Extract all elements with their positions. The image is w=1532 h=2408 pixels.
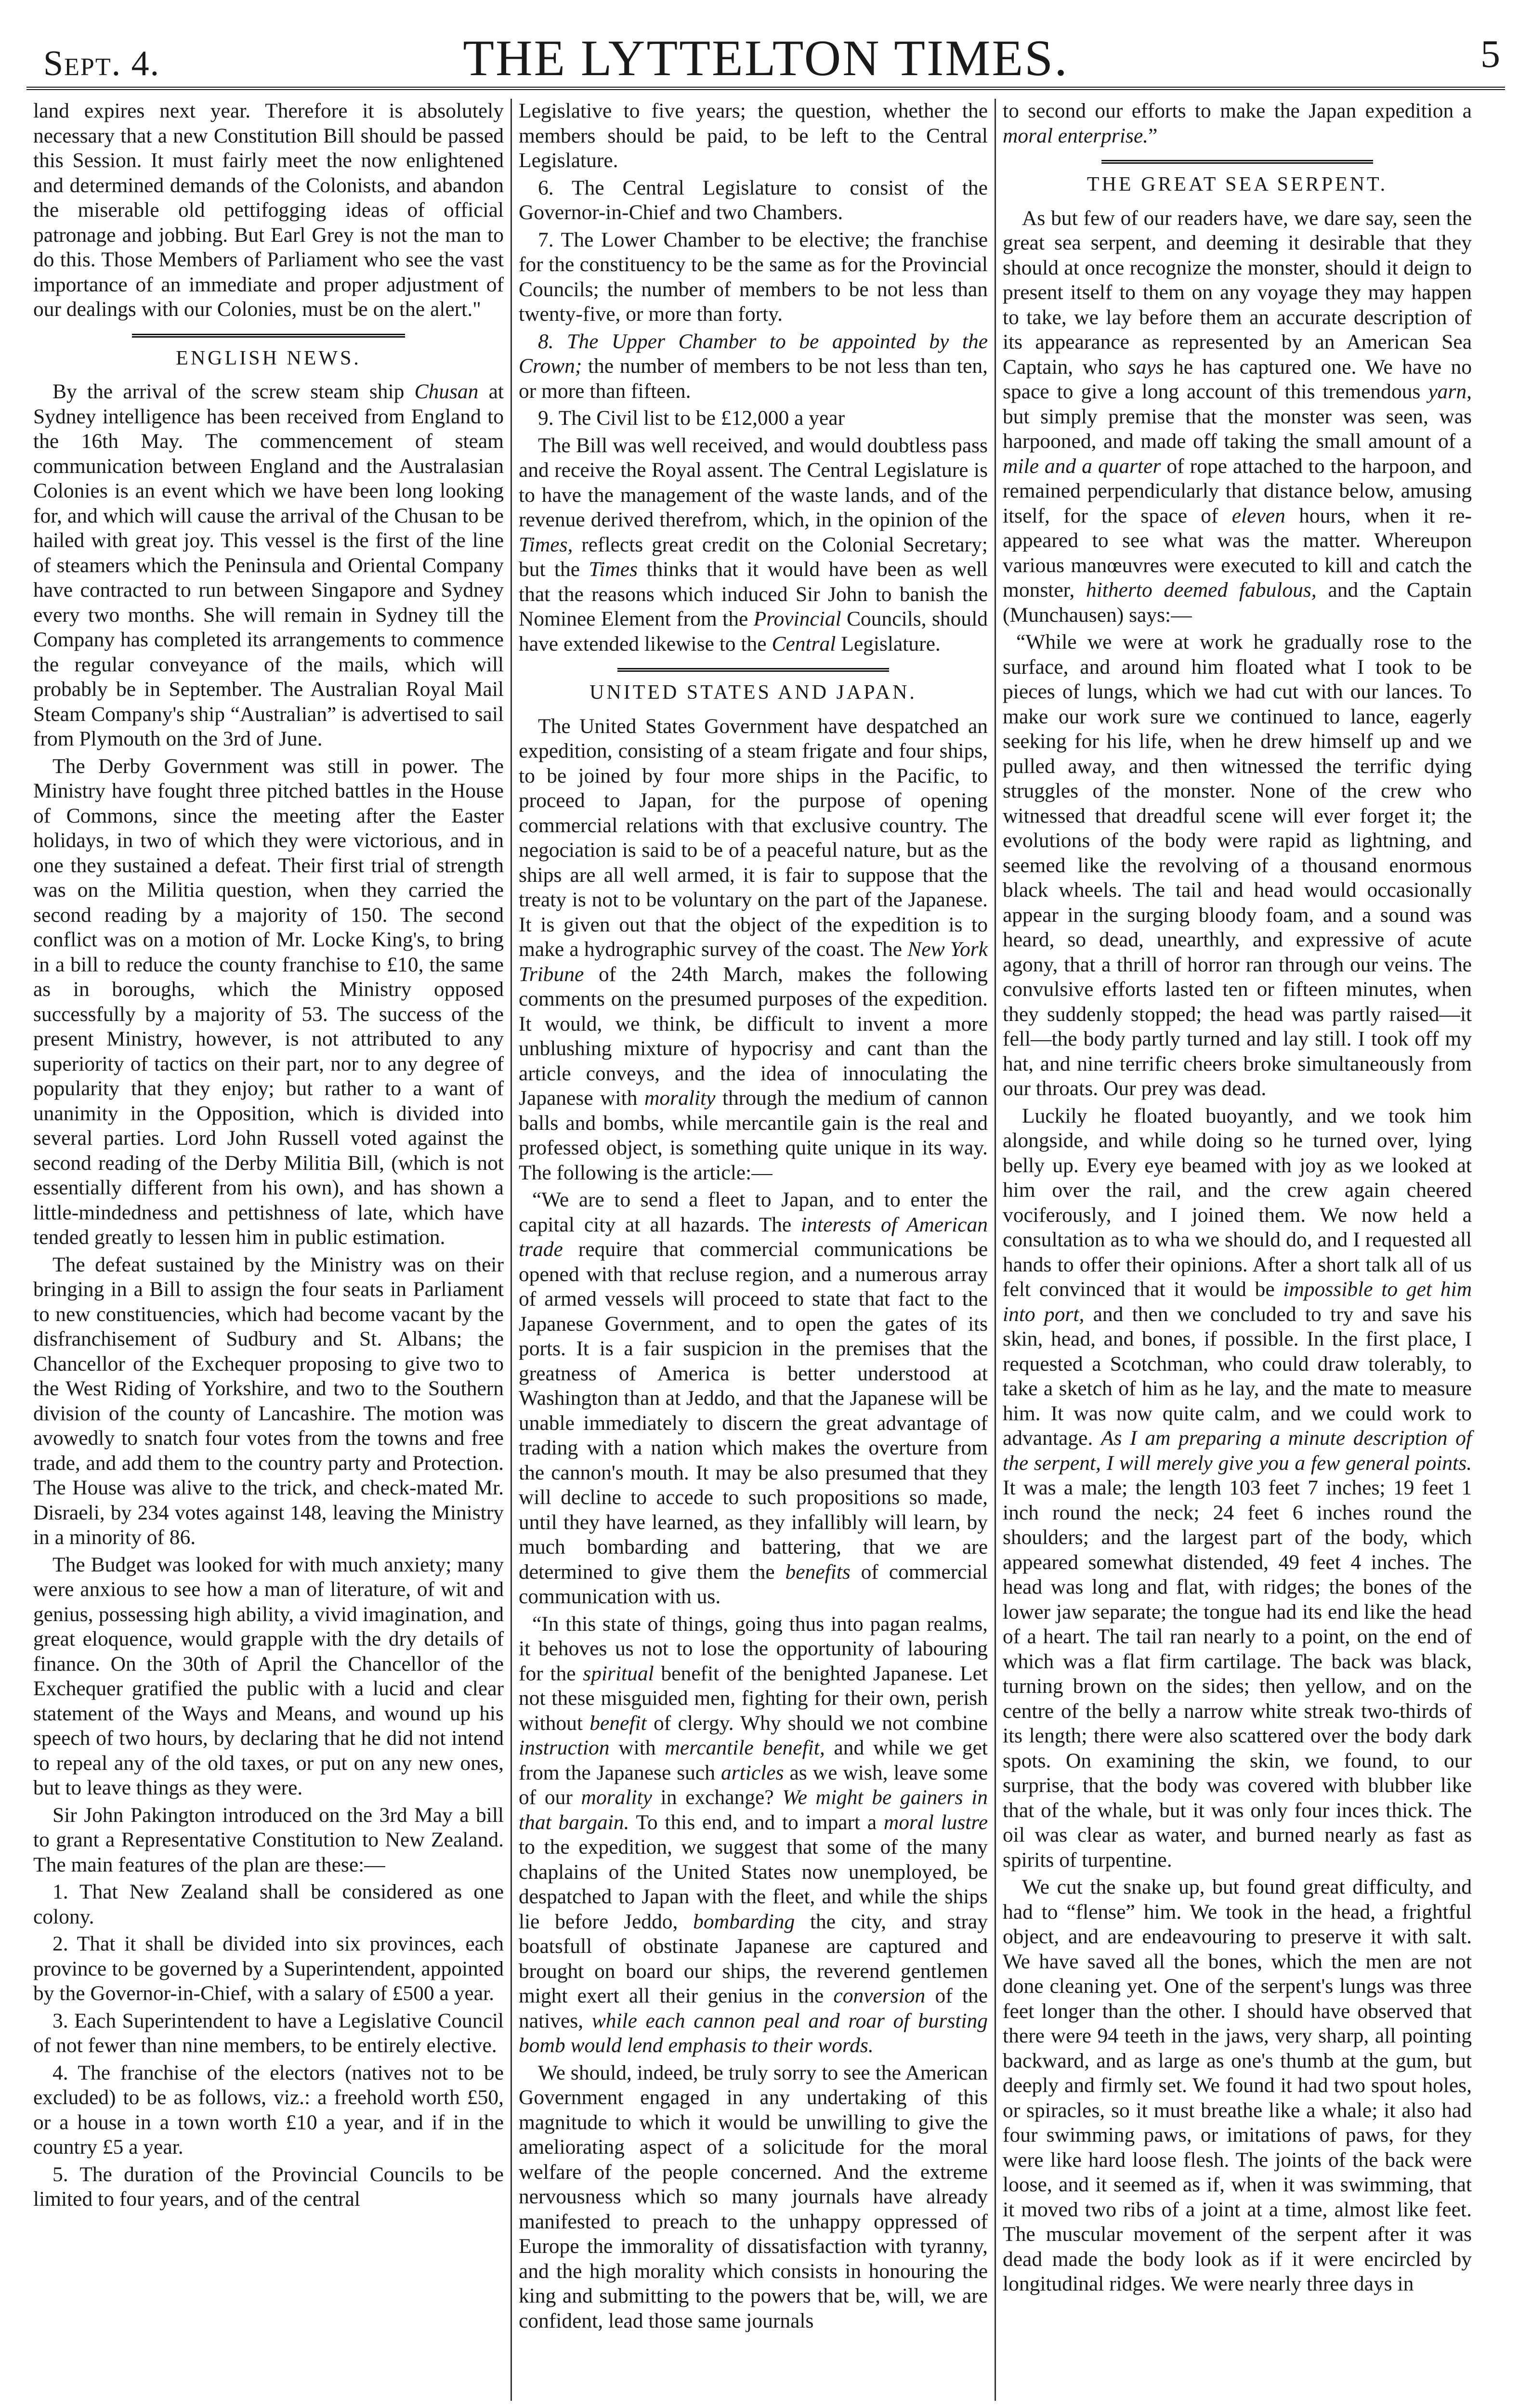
section-heading-united-states-japan: UNITED STATES AND JAPAN. — [589, 681, 917, 704]
paragraph: The Bill was well received, and would doubtless pass and receive the Royal assent. The Central Legislature is to have the management of the waste lands, and of the revenue derived therefrom, which, in the opinion of the Times, reflects great credit on the Colonial Secretary; but the Times thinks that it would have been as well that the reasons which induced Sir John to banish the Nominee Element from the Provincial Councils, should have extended likewise to the Central Legislature. — [519, 433, 988, 655]
paragraph: The Derby Government was still in power. The Ministry have fought three pitched battles in the House of Commons, since the meeting after the Easter holidays, in two of which they were victorious, and in one they sustained a defeat. Their first trial of strength was on the Militia question, when they carried the second reading by a majority of 150. The second conflict was on a motion of Mr. Locke King's, to bring in a bill to reduce the county franchise to £10, the same as in boroughs, which the Ministry opposed successfully by a majority of 53. The success of the present Ministry, however, is not attributed to any superiority of tactics on their part, nor to any degree of popularity that they enjoy; but rather to a want of unanimity in the Opposition, which is divided into several parties. Lord John Russell voted against the second reading of the Derby Militia Bill, (which is not essentially different from his own), and has shown a little-mindedness and pettishness of late, which have tended greatly to lessen him in public estimation. — [33, 754, 504, 1249]
paragraph: Legislative to five years; the question, whether the members should be paid, to be left to the Central Legislature. — [519, 99, 988, 172]
section-heading-sea-serpent: THE GREAT SEA SERPENT. — [1087, 173, 1388, 196]
list-item: 6. The Central Legislature to consist of the Governor-in-Chief and two Chambers. — [519, 176, 988, 224]
paragraph: Sir John Pakington introduced on the 3rd May a bill to grant a Representative Constitution to New Zealand. The main features of the plan are these:— — [33, 1803, 504, 1876]
section-heading-english-news: ENGLISH NEWS. — [176, 347, 361, 369]
list-item: 1. That New Zealand shall be considered as one colony. — [33, 1880, 504, 1928]
paragraph: The Budget was looked for with much anxiety; many were anxious to see how a man of literature, of wit and genius, possessing high ability, a vivid imagination, and great eloquence, would grapple with the dry details of finance. On the 30th of April the Chancellor of the Exchequer gratified the public with a lucid and clear statement of the Ways and Means, and wound up his speech of two hours, by declaring that he did not intend to repeal any of the old taxes, or put on any new ones, but to leave things as they were. — [33, 1553, 504, 1799]
paragraph: to second our efforts to make the Japan expedition a moral enterprise.” — [1003, 99, 1472, 147]
issue-date: Sept. 4. — [43, 44, 160, 83]
list-item: 2. That it shall be divided into six provinces, each province to be governed by a Superintendent, appointed by the Governor-in-Chief, with a salary of £500 a year. — [33, 1932, 504, 2005]
paragraph: We should, indeed, be truly sorry to see the American Government engaged in any undertaking of this magnitude to which it would be unwilling to give the ameliorating aspect of a solicitude for the moral welfare of the people concerned. And the extreme nervousness which so many journals have already manifested to preach to the unhappy oppressed of Europe the immorality of dissatisfaction with tyranny, and the high morality which consists in honouring the king and submitting to the powers that be, will, we are confident, lead those same journals — [519, 2061, 988, 2332]
divider — [1101, 160, 1374, 164]
paragraph: As but few of our readers have, we dare say, seen the great sea serpent, and deeming it desirable that they should at once recognize the monster, should it deign to present itself to them on any voyage they may happen to take, we lay before them an accurate description of its appearance as represented by an American Sea Captain, who says he has captured one. We have no space to give a long account of this tremendous yarn, but simply premise that the monster was seen, was harpooned, and made off taking the small amount of a mile and a quarter of rope attached to the harpoon, and remained perpendicularly that distance below, amusing itself, for the space of eleven hours, when it re-appeared to see what was the matter. Whereupon various manœuvres were executed to kill and catch the monster, hitherto deemed fabulous, and the Captain (Munchausen) says:— — [1003, 206, 1472, 627]
paragraph: The defeat sustained by the Ministry was on their bringing in a Bill to assign the four seats in Parliament to new constituencies, which had become vacant by the disfranchisement of Sudbury and St. Albans; the Chancellor of the Exchequer proposing to give two to the West Riding of Yorkshire, and two to the Southern division of the county of Lancashire. The motion was avowedly to snatch four votes from the towns and free trade, and add them to the country party and Protection. The House was alive to the trick, and check-mated Mr. Disraeli, by 234 votes against 148, leaving the Ministry in a minority of 86. — [33, 1253, 504, 1549]
column-3 — [995, 99, 1479, 2401]
paragraph: The United States Government have despatched an expedition, consisting of a steam frigate and four ships, to be joined by four more ships in the Pacific, to proceed to Japan, for the purpose of opening commercial relations with that exclusive country. The negociation is said to be of a peaceful nature, but as the ships are all well armed, it is fair to suppose that the treaty is not to be voluntary on the part of the Japanese. It is given out that the object of the expedition is to make a hydrographic survey of the coast. The New York Tribune of the 24th March, makes the following comments on the presumed purposes of the expedition. It would, we think, be difficult to invent a more unblushing mixture of hypocrisy and cant than the article conveys, and the idea of innoculating the Japanese with morality through the medium of cannon balls and bombs, while mercantile gain is the real and professed object, is something quite unique in its way. The following is the article:— — [519, 714, 988, 1184]
column-1 — [26, 99, 511, 2401]
paragraph: We cut the snake up, but found great difficulty, and had to “flense” him. We took in the head, a frightful object, and are endeavouring to preserve it with salt. We have saved all the bones, which the men are not done cleaning yet. One of the serpent's lungs was three feet longer than the other. I should have observed that there were 94 teeth in the jaws, very sharp, all pointing backward, and as large as one's thumb at the gum, but deeply and firmly set. We found it had two spout holes, or spiracles, so it must breathe like a whale; it also had four swimming paws, or imitations of paws, for they were like hard loose flesh. The joints of the back were loose, and it seemed as if, when it was swimming, that it moved two ribs of a joint at a time, almost like feet. The muscular movement of the serpent after it was dead made the body look as if it were encircled by longitudinal ridges. We were nearly three days in — [1003, 1875, 1472, 2295]
list-item: 5. The duration of the Provincial Councils to be limited to four years, and of the central — [33, 2162, 504, 2211]
article-columns — [26, 99, 1505, 2401]
page-number: 5 — [1480, 32, 1500, 76]
list-item: 8. The Upper Chamber to be appointed by the Crown; the number of members to be not less than ten, or more than fifteen. — [519, 329, 988, 403]
divider — [132, 334, 405, 338]
list-item: 4. The franchise of the electors (natives not to be excluded) to be as follows, viz.: a freehold worth £50, or a house in a town worth £10 a year, and if in the country £5 a year. — [33, 2061, 504, 2159]
list-item: 7. The Lower Chamber to be elective; the franchise for the constituency to be the same as for the Provincial Councils; the number of members to be not less than twenty-five, or more than forty. — [519, 228, 988, 326]
masthead — [26, 19, 1505, 90]
quoted-paragraph: “We are to send a fleet to Japan, and to enter the capital city at all hazards. The interests of American trade require that commercial communications be opened with that recluse region, and a numerous array of armed vessels will proceed to state that fact to the Japanese Government, and to open the gates of its ports. It is a fair suspicion in the premises that the greatness of America is better understood at Washington than at Jeddo, and that the Japanese will be unable immediately to discern the great advantage of trading with a nation which makes the overture from the cannon's mouth. It may be also presumed that they will decline to accede to such propositions so made, until they have learned, as they infallibly will learn, by much bombarding and battering, that we are determined to give them the benefits of commercial communication with us. — [519, 1188, 988, 1608]
list-item: 3. Each Superintendent to have a Legislative Council of not fewer than nine members, to be entirely elective. — [33, 2009, 504, 2057]
paragraph: By the arrival of the screw steam ship Chusan at Sydney intelligence has been received from England to the 16th May. The commencement of steam communication between England and the Australasian Colonies is an event which we have been long looking for, and which will cause the arrival of the Chusan to be hailed with great joy. This vessel is the first of the line of steamers which the Peninsula and Oriental Company have contracted to run between Singapore and Sydney every two months. She will remain in Sydney till the Company has completed its arrangements to commence the regular conveyance of the mails, which will probably be in September. The Australian Royal Mail Steam Company's ship “Australian” is advertised to sail from Plymouth on the 3rd of June. — [33, 380, 504, 750]
list-item: 9. The Civil list to be £12,000 a year — [538, 406, 845, 430]
quoted-paragraph: “While we were at work he gradually rose to the surface, and around him floated what I took to be pieces of lungs, which we had cut with our lances. To make our work sure we continued to lance, eagerly seeking for his life, when he drew himself up and we pulled away, and then witnessed the terrific dying struggles of the monster. None of the crew who witnessed that dreadful scene will ever forget it; the evolutions of the body were rapid as lightning, and seemed like the revolving of a thousand enormous black wheels. The tail and head would occasionally appear in the surging bloody foam, and a sound was heard, so dead, unearthly, and expressive of acute agony, that a thrill of horror ran through our veins. The convulsive efforts lasted ten or fifteen minutes, when they suddenly stopped; the head was partly raised—it fell—the body partly turned and lay still. I took off my hat, and nine terrific cheers broke simultaneously from our throats. Our prey was dead. — [1003, 630, 1472, 1100]
newspaper-title: THE LYTTELTON TIMES. — [463, 30, 1069, 86]
column-2 — [511, 99, 995, 2401]
quoted-paragraph: “In this state of things, going thus into pagan realms, it behoves us not to lose the opportunity of labouring for the spiritual benefit of the benighted Japanese. Let not these misguided men, fighting for their own, perish without benefit of clergy. Why should we not combine instruction with mercantile benefit, and while we get from the Japanese such articles as we wish, leave some of our morality in exchange? We might be gainers in that bargain. To this end, and to impart a moral lustre to the expedition, we suggest that some of the many chaplains of the United States now unemployed, be despatched to Japan with the fleet, and while the ships lie before Jeddo, bombarding the city, and stray boatsfull of obstinate Japanese are captured and brought on board our ships, the reverend gentlemen might exert all their genius in the conversion of the natives, while each cannon peal and roar of bursting bomb would lend emphasis to their words. — [519, 1612, 988, 2057]
paragraph: land expires next year. Therefore it is absolutely necessary that a new Constitution Bill should be passed this Session. It must fairly meet the now enlightened and determined demands of the Colonists, and abandon the miserable old pettifogging ideas of official patronage and jobbing. But Earl Grey is not the man to do this. Those Members of Parliament who see the vast importance of an immediate and proper adjustment of our dealings with our Colonies, must be on the alert." — [33, 99, 504, 321]
newspaper-page — [26, 19, 1505, 2408]
divider — [617, 668, 890, 672]
paragraph: Luckily he floated buoyantly, and we took him alongside, and while doing so he turned over, lying belly up. Every eye beamed with joy as we looked at him over the rail, and the crew again cheered vociferously, and I joined them. We now held a consultation as to wha we should do, and I requested all hands to offer their opinions. After a short talk all of us felt convinced that it would be impossible to get him into port, and then we concluded to try and save his skin, head, and bones, if possible. In the first place, I requested a Scotchman, who could draw tolerably, to take a sketch of him as he lay, and the mate to measure him. It was now quite calm, and we could work to advantage. As I am preparing a minute description of the serpent, I will merely give you a few general points. It was a male; the length 103 feet 7 inches; 19 feet 1 inch round the neck; 24 feet 6 inches round the shoulders; and the largest part of the body, which appeared somewhat distended, 49 feet 4 inches. The head was long and flat, with ridges; the bones of the lower jaw separate; the tongue had its end like the head of a heart. The tail ran nearly to a point, on the end of which was a flat firm cartilage. The back was black, turning brown on the sides; then yellow, and on the centre of the belly a narrow white streak two-thirds of its length; there were also scattered over the body dark spots. On examining the skin, we found, to our surprise, that the body was covered with blubber like that of the whale, but it was only four inces thick. The oil was clear as water, and burned nearly as fast as spirits of turpentine. — [1003, 1104, 1472, 1871]
